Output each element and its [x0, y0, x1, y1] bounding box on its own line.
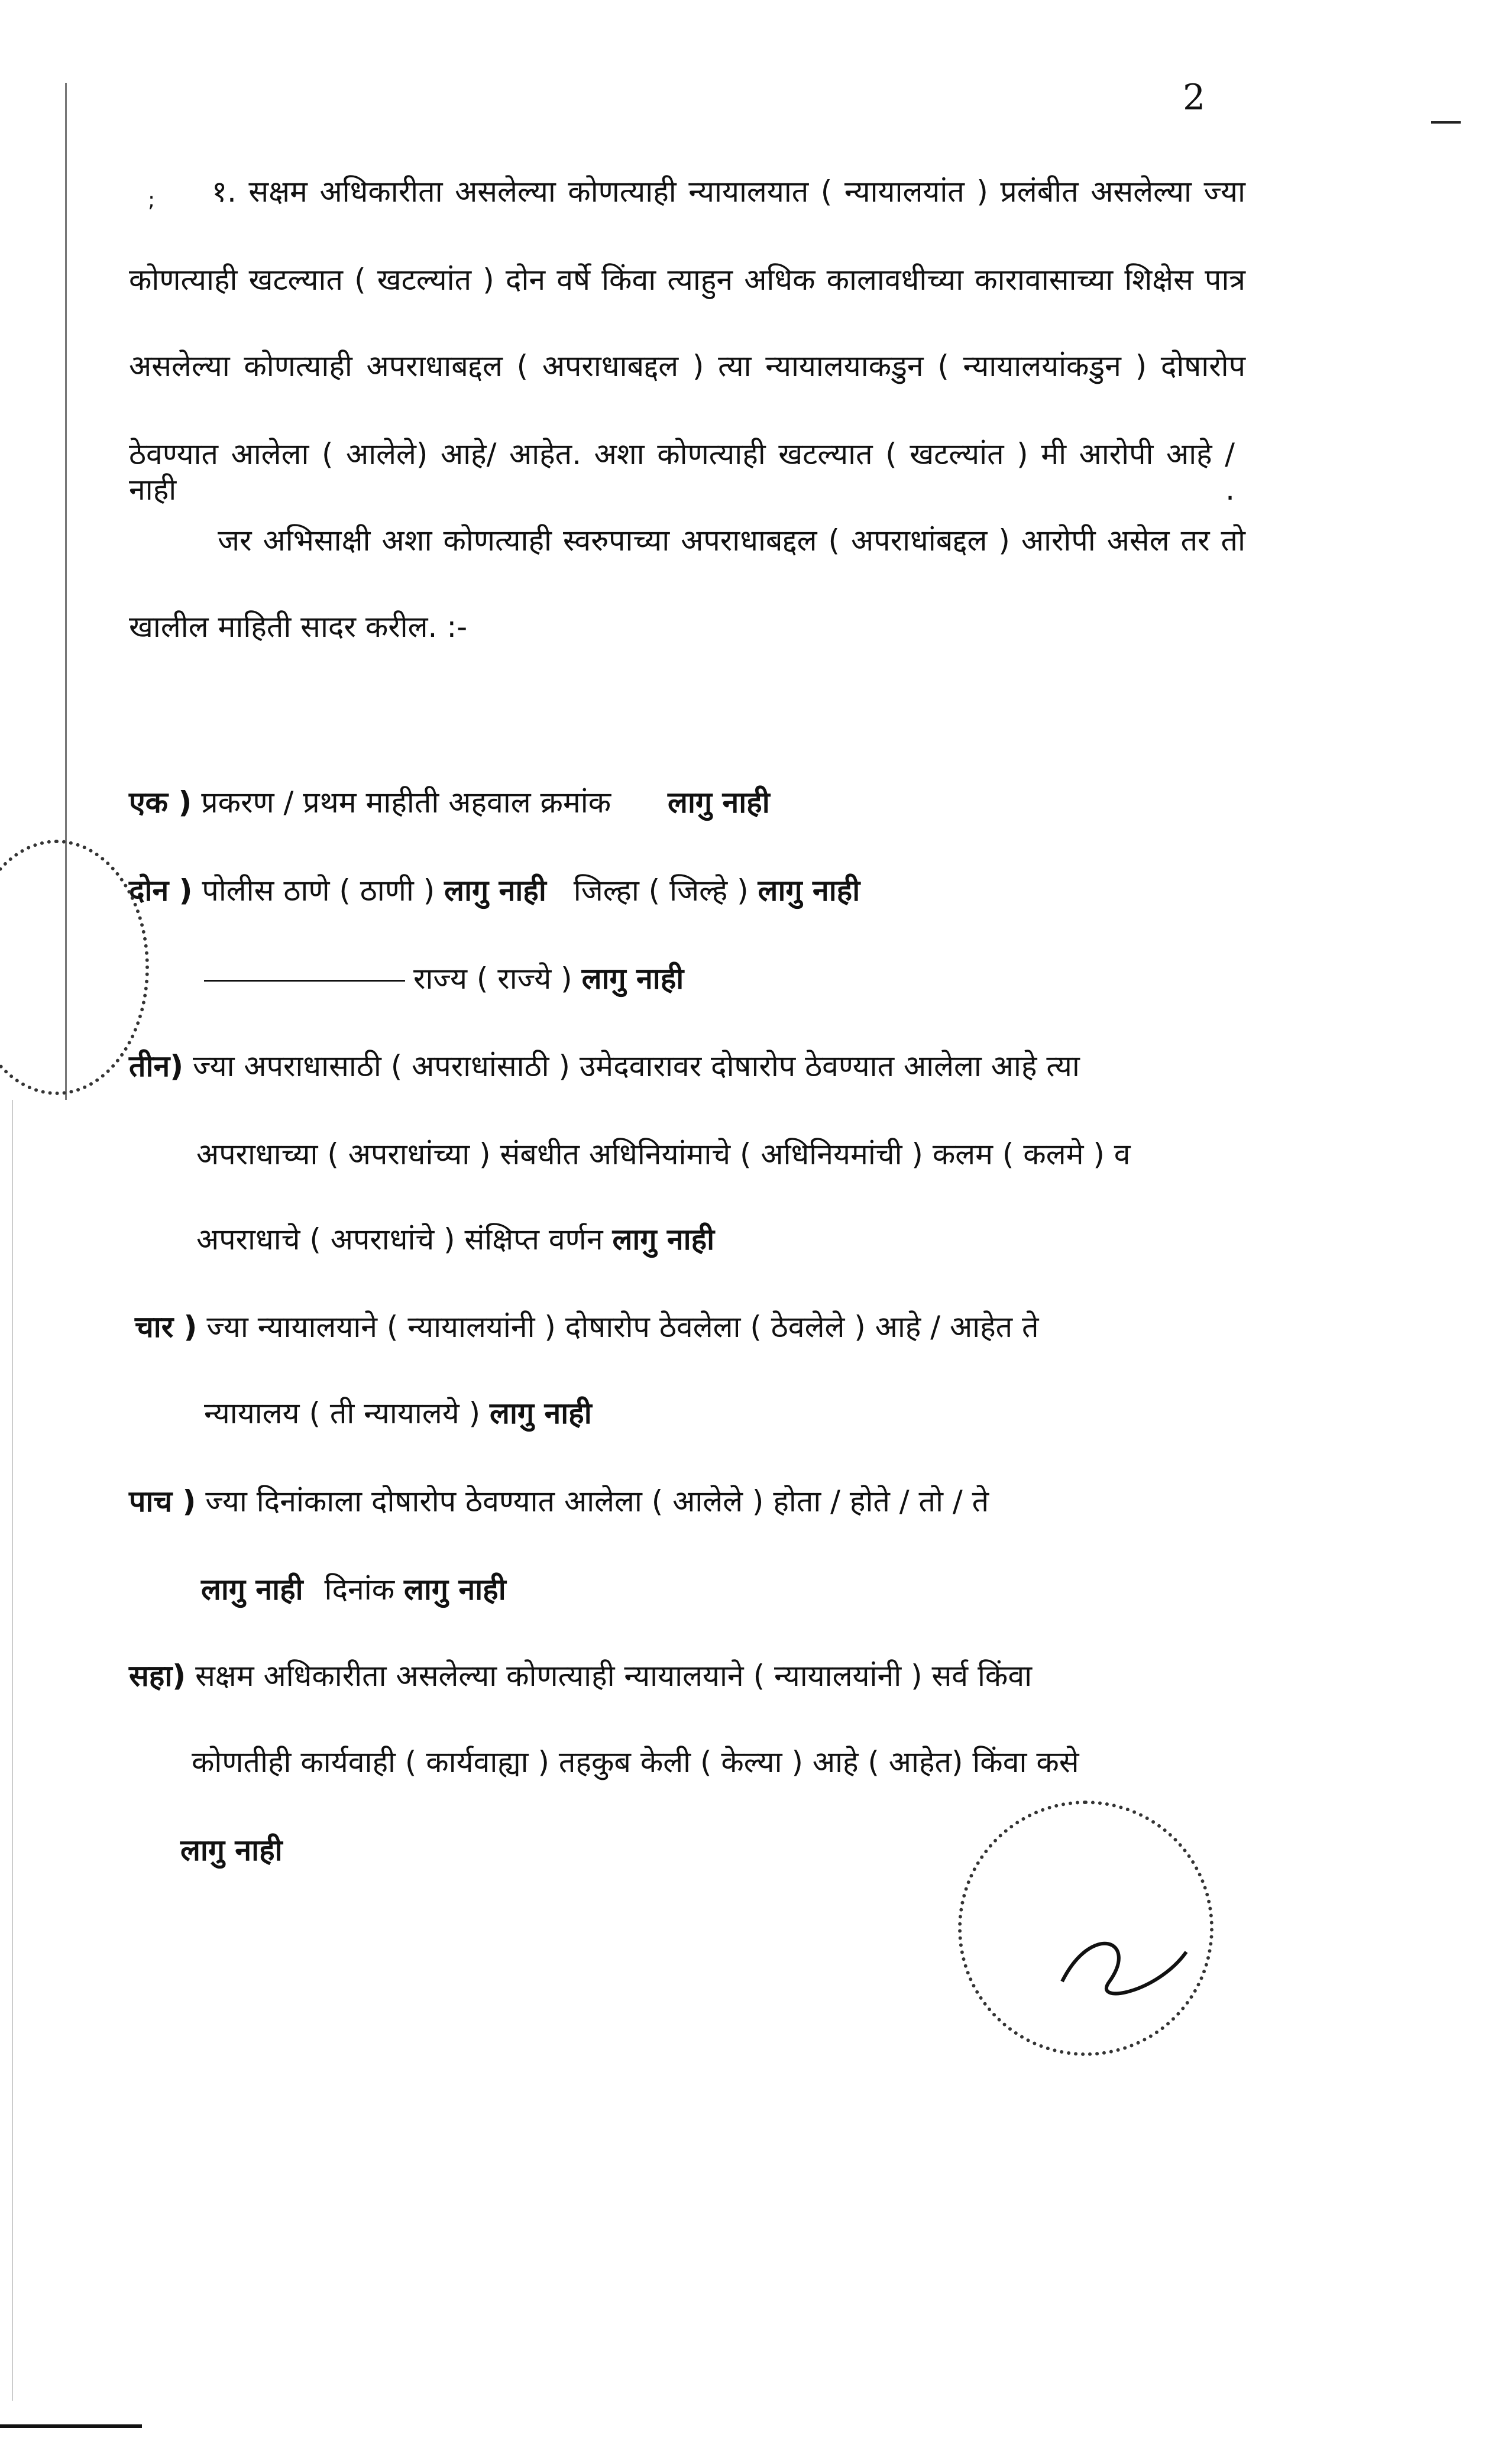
item-saha-line2: कोणतीही कार्यवाही ( कार्यवाह्या ) तहकुब केली ( केल्या ) आहे ( आहेत) किंवा कसे	[192, 1745, 1079, 1779]
margin-line	[12, 1100, 13, 2401]
item-text: पोलीस ठाणे ( ठाणी )	[202, 873, 435, 908]
item-value: लागु नाही	[444, 873, 546, 908]
item-value: लागु नाही	[581, 961, 684, 996]
item-pach-line2	[201, 1572, 506, 1607]
item-label: एक )	[129, 785, 192, 820]
item-don-state	[204, 961, 684, 996]
item-teen-line2: अपराधाच्या ( अपराधांच्या ) संबधीत अधिनियांमाचे ( अधिनियमांची ) कलम ( कलमे ) व	[196, 1137, 1131, 1171]
item-text: सक्षम अधिकारीता असलेल्या कोणत्याही न्यायालयाने ( न्यायालयांनी ) सर्व किंवा	[195, 1659, 1033, 1693]
item-don	[129, 873, 860, 908]
item-value: लागु नाही	[490, 1396, 592, 1430]
item-label: चार )	[135, 1310, 198, 1344]
marker: ;	[148, 188, 156, 212]
item-saha	[129, 1658, 1032, 1694]
item-text: ज्या दिनांकाला दोषारोप ठेवण्यात आलेला ( आलेले ) होता / होते / तो / ते	[205, 1484, 989, 1518]
intro-line-3: असलेल्या कोणत्याही अपराधाबद्दल ( अपराधाबद्दल ) त्या न्यायालयाकडुन ( न्यायालयांकडुन ) दोषारोप	[129, 349, 1245, 383]
item-ek	[129, 785, 770, 820]
item-char-line2	[204, 1395, 592, 1431]
page-number: 2	[1183, 77, 1206, 118]
item-text: अपराधाचे ( अपराधांचे ) संक्षिप्त वर्णन	[196, 1222, 603, 1257]
item-value: लागु नाही	[404, 1572, 506, 1607]
item-text: ज्या न्यायालयाने ( न्यायालयांनी ) दोषारोप ठेवलेला ( ठेवलेले ) आहे / आहेत ते	[206, 1310, 1039, 1344]
para2-line-1: जर अभिसाक्षी अशा कोणत्याही स्वरुपाच्या अपराधाबद्दल ( अपराधांबद्दल ) आरोपी असेल तर तो	[218, 523, 1245, 558]
item-pach	[129, 1484, 989, 1519]
item-text: प्रकरण / प्रथम माहीती अहवाल क्रमांक	[201, 785, 611, 820]
item-char	[135, 1309, 1039, 1345]
item-value: लागु नाही	[180, 1833, 283, 1867]
item-value: लागु नाही	[612, 1222, 715, 1257]
item-text: दिनांक	[324, 1572, 395, 1607]
item-label: दोन )	[129, 873, 193, 908]
item-teen	[129, 1048, 1080, 1084]
intro-line-4: ठेवण्यात आलेला ( आलेले) आहे/ आहेत. अशा कोणत्याही खटल्यात ( खटल्यांत ) मी आरोपी आहे / नाही .	[129, 437, 1235, 507]
item-teen-line3	[196, 1222, 714, 1257]
item-text: राज्य ( राज्ये )	[413, 961, 572, 996]
item-text: न्यायालय ( ती न्यायालये )	[204, 1396, 481, 1430]
intro-line-2: कोणत्याही खटल्यात ( खटल्यांत ) दोन वर्षे किंवा त्याहुन अधिक कालावधीच्या कारावासाच्या शिक्षेस पात्र	[129, 263, 1245, 297]
seal-stamp-right	[958, 1801, 1213, 2056]
signature-icon	[962, 1804, 1210, 2052]
item-saha-value	[180, 1832, 283, 1868]
item-value: लागु नाही	[201, 1572, 303, 1607]
item-value: लागु नाही	[758, 873, 860, 908]
intro-line-1: १. सक्षम अधिकारीता असलेल्या कोणत्याही न्यायालयात ( न्यायालयांत ) प्रलंबीत असलेल्या ज्या	[212, 174, 1245, 209]
item-text: ज्या अपराधासाठी ( अपराधांसाठी ) उमेदवारावर दोषारोप ठेवण्यात आलेला आहे त्या	[192, 1049, 1080, 1083]
scan-mark	[0, 2424, 142, 2428]
item-label: पाच )	[129, 1484, 196, 1518]
seal-stamp-left	[0, 840, 149, 1095]
para2-line-2: खालील माहिती सादर करील. :-	[129, 610, 468, 644]
margin-dash	[1431, 121, 1461, 124]
item-label: सहा)	[129, 1659, 186, 1693]
item-text: जिल्हा ( जिल्हे )	[573, 873, 749, 908]
item-label: तीन)	[129, 1049, 184, 1083]
item-value: लागु नाही	[668, 785, 770, 820]
blank-line	[204, 980, 405, 982]
